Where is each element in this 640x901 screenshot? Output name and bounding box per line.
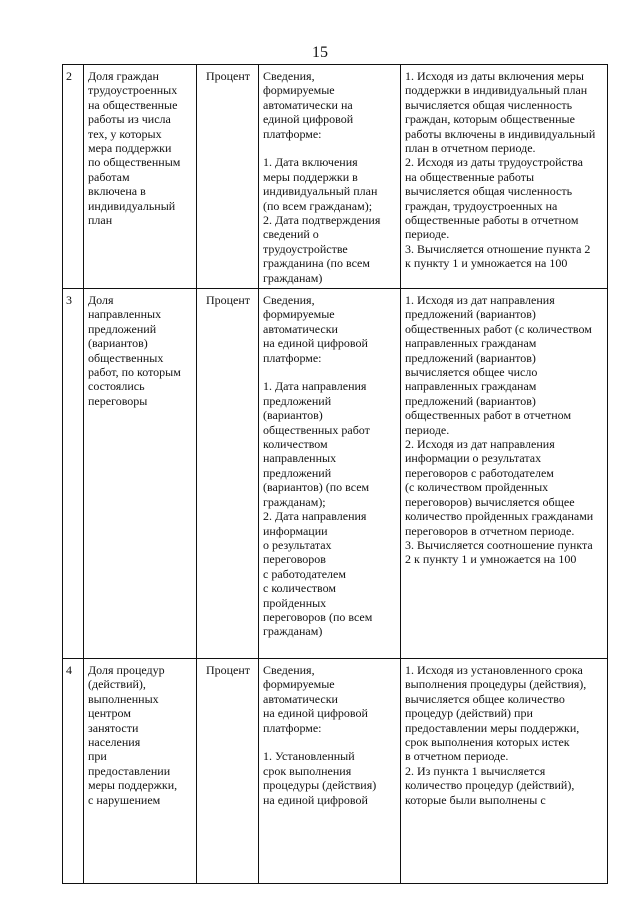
data-source: Сведения, формируемые автоматически на единой цифровой платформе: 1. Дата направления предложений (вариантов) общественных работ количеством направленных предложений (вариантов) (по всем гражданам); 2. Дата направления информации о результатах переговоров с работодателем с количеством пройденных переговоров (по всем гражданам) [259,289,401,659]
data-source: Сведения, формируемые автоматически на единой цифровой платформе: 1. Дата включения меры поддержки в индивидуальный план (по всем гражданам); 2. Дата подтверждения сведений о трудоустройстве гражданина (по всем гражданам) [259,65,401,289]
page-number: 15 [312,44,328,61]
unit-of-measure: Процент [197,289,259,659]
unit-of-measure: Процент [197,65,259,289]
table-row [63,289,608,659]
calculation-method: 1. Исходя из дат направления предложений (вариантов) общественных работ (с количеством направленных гражданам предложений (вариантов) вычисляется общее число направленных гражданам предложений (вариантов) общественных работ в отчетном периоде. 2. Исходя из дат направления информации о результатах переговоров с работодателем (с количеством пройденных переговоров) вычисляется общее количество пройденных гражданами переговоров в отчетном периоде. 3. Вычисляется соотношение пункта 2 к пункту 1 и умножается на 100 [401,289,608,659]
row-number: 4 [63,659,84,884]
table-row [63,659,608,884]
indicator-name: Доля граждан трудоустроенных на общественные работы из числа тех, у которых мера поддержки по общественным работам включена в индивидуальный план [84,65,197,289]
row-number: 2 [63,65,84,289]
data-source: Сведения, формируемые автоматически на единой цифровой платформе: 1. Установленный срок выполнения процедуры (действия) на единой цифровой [259,659,401,884]
indicators-table [62,64,608,884]
indicator-name: Доля процедур (действий), выполненных центром занятости населения при предоставлении меры поддержки, с нарушением [84,659,197,884]
indicator-name: Доля направленных предложений (вариантов) общественных работ, по которым состоялись переговоры [84,289,197,659]
calculation-method: 1. Исходя из даты включения меры поддержки в индивидуальный план вычисляется общая численность граждан, которым общественные работы включены в индивидуальный план в отчетном периоде. 2. Исходя из даты трудоустройства на общественные работы вычисляется общая численность граждан, трудоустроенных на общественные работы в отчетном периоде. 3. Вычисляется отношение пункта 2 к пункту 1 и умножается на 100 [401,65,608,289]
calculation-method: 1. Исходя из установленного срока выполнения процедуры (действия), вычисляется общее количество процедур (действий) при предоставлении меры поддержки, срок выполнения которых истек в отчетном периоде. 2. Из пункта 1 вычисляется количество процедур (действий), которые были выполнены с [401,659,608,884]
row-number: 3 [63,289,84,659]
unit-of-measure: Процент [197,659,259,884]
table-row [63,65,608,289]
